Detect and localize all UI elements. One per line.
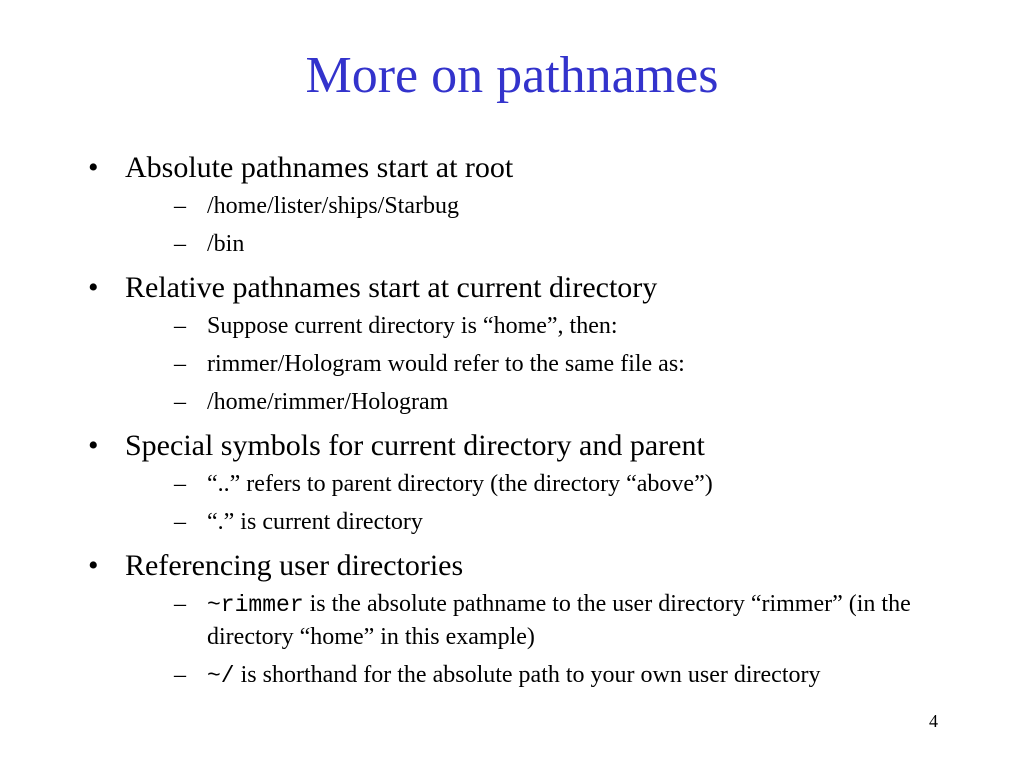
sub-item [174,588,968,653]
sub-item [174,468,968,500]
bullet-glyph: • [88,271,99,304]
dash-glyph: – [174,591,186,617]
dash-glyph: – [174,351,186,377]
sub-text: /bin [207,231,245,257]
dash-glyph: – [174,193,186,219]
dash-glyph: – [174,509,186,535]
code-text: ~rimmer [207,592,304,618]
sub-text: /home/rimmer/Hologram [207,389,449,415]
sub-text: /home/lister/ships/Starbug [207,193,459,219]
bullet-text: Referencing user directories [125,549,464,582]
sub-text: Suppose current directory is “home”, then: [207,313,618,339]
dash-glyph: – [174,313,186,339]
bullet-glyph: • [88,549,99,582]
sub-item [174,659,968,692]
bullet-text: Relative pathnames start at current directory [125,271,658,304]
sub-item [174,228,968,260]
bullet-item [88,150,968,260]
bullet-list [88,150,968,692]
sub-item [174,506,968,538]
code-text: ~/ [207,663,235,689]
bullet-item [88,270,968,418]
dash-glyph: – [174,231,186,257]
sub-text: is shorthand for the absolute path to your own user directory [234,662,821,688]
sub-item [174,190,968,222]
sub-item [174,348,968,380]
bullet-text: Special symbols for current directory and parent [125,429,705,462]
sub-list [125,588,968,692]
bullet-item [88,548,968,692]
bullet-glyph: • [88,429,99,462]
dash-glyph: – [174,389,186,415]
bullet-text: Absolute pathnames start at root [125,151,514,184]
bullet-item [88,428,968,538]
dash-glyph: – [174,662,186,688]
sub-text: “..” refers to parent directory (the directory “above”) [207,471,713,497]
page-number: 4 [929,711,938,731]
sub-item [174,386,968,418]
dash-glyph: – [174,471,186,497]
bullet-glyph: • [88,151,99,184]
sub-item [174,310,968,342]
sub-text: is the absolute pathname to the user directory “rimmer” (in the directory “home” in this example) [207,591,911,650]
sub-text: rimmer/Hologram would refer to the same file as: [207,351,685,377]
sub-list [125,190,968,260]
sub-list [125,310,968,418]
slide-title: More on pathnames [305,47,719,104]
sub-text: “.” is current directory [207,509,423,535]
sub-list [125,468,968,538]
